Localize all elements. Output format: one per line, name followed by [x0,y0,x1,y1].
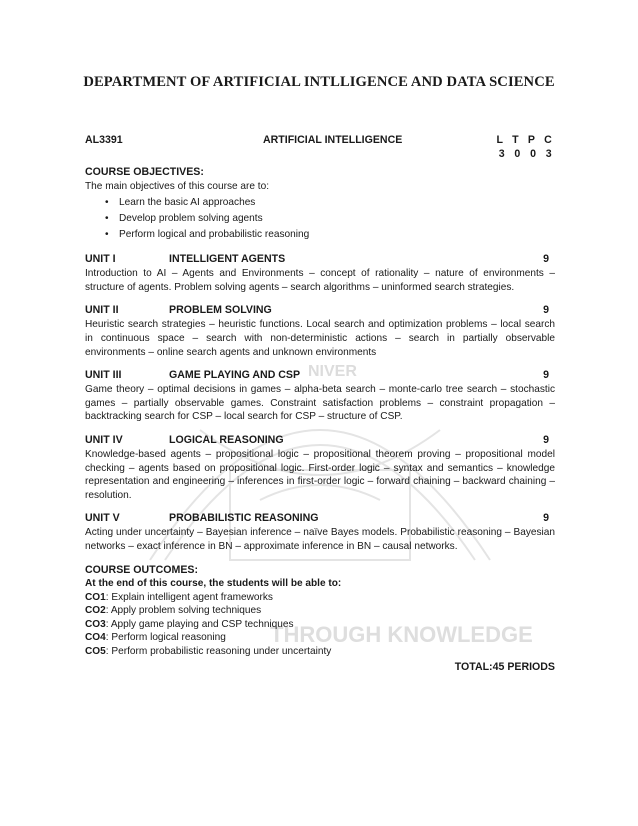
objective-text: Develop problem solving agents [119,213,263,225]
unit-heading [85,434,555,448]
objective-item [85,227,555,243]
bullet-icon: • [105,229,109,241]
outcome-text: : Apply game playing and CSP techniques [105,618,294,630]
unit-heading [85,253,555,267]
unit-body: Introduction to AI – Agents and Environments – concept of rationality – nature of environments – structure of agents. Problem solving agents – search algorithms – uninformed search strategies. [85,268,555,293]
total-periods: TOTAL:45 PERIODS [454,660,555,673]
objective-text: Perform logical and probabilistic reasoning [119,229,310,241]
outcome-code: CO4 [85,632,106,644]
outcome-item [85,618,555,632]
objective-item [85,211,555,227]
unit-hours: 9 [543,369,549,382]
outcome-item [85,591,555,605]
unit-title: GAME PLAYING AND CSP [169,369,301,382]
objective-text: Learn the basic AI approaches [119,197,256,209]
unit-body: Game theory – optimal decisions in games – alpha-beta search – monte-carlo tree search – stochastic games – partially observable games. Constraint satisfaction problems – constraint propagation – backtracking search for CSP – local search for CSP – structure of CSP. [85,384,555,423]
outcome-text: : Perform probabilistic reasoning under uncertainty [105,646,332,658]
unit-section [85,304,555,359]
unit-section [85,369,555,424]
unit-label: UNIT III [85,369,122,382]
unit-label: UNIT IV [85,433,123,446]
outcome-text: : Apply problem solving techniques [105,605,262,617]
department-title: DEPARTMENT OF ARTIFICIAL INTLLIGENCE AND DATA SCIENCE [83,74,555,90]
watermark-top-text: NIVER [308,363,357,380]
objectives-list [85,195,555,243]
ltpc-header: L T P C [496,134,555,146]
outcome-code: CO2 [85,605,106,617]
objective-item [85,195,555,211]
unit-section [85,434,555,502]
outcome-item [85,604,555,618]
unit-body: Knowledge-based agents – propositional logic – propositional theorem proving – propositional model checking – agents based on propositional logic. First-order logic – syntax and semantics – knowledge representation and engineering – inferences in first-order logic – forward chaining – backward chaining – resolution. [85,448,555,501]
outcome-text: : Explain intelligent agent frameworks [105,591,273,603]
unit-heading [85,369,555,383]
unit-title: INTELLIGENT AGENTS [169,253,286,266]
unit-heading [85,304,555,318]
unit-section [85,253,555,294]
syllabus-document [85,134,555,674]
objectives-intro: The main objectives of this course are to: [85,180,270,192]
watermark-motto-text: THROUGH KNOWLEDGE [270,622,533,647]
ltpc-values: 3 0 0 3 [498,148,555,160]
course-title: ARTIFICIAL INTELLIGENCE [263,134,403,146]
unit-heading [85,512,555,526]
unit-body: Heuristic search strategies – heuristic functions. Local search and optimization problems – local search in continuous space – search with non-deterministic actions – search in partially observable environments – online search agents and unknown environments [85,319,555,358]
unit-title: PROBABILISTIC REASONING [169,512,319,525]
unit-section [85,512,555,553]
unit-title: LOGICAL REASONING [169,433,284,446]
outcome-code: CO1 [85,591,106,603]
unit-hours: 9 [543,433,549,446]
objectives-heading: COURSE OBJECTIVES: [85,166,204,178]
course-header-row [85,134,555,148]
bullet-icon: • [105,213,109,225]
outcome-item [85,645,555,659]
unit-body: Acting under uncertainty – Bayesian inference – naïve Bayes models. Probabilistic reasoning – Bayesian networks – exact inference in BN – approximate inference in BN – causal networks. [85,527,555,552]
unit-title: PROBLEM SOLVING [169,304,272,317]
outcome-code: CO3 [85,618,106,630]
outcomes-section [85,564,555,675]
unit-hours: 9 [543,512,549,525]
unit-hours: 9 [543,304,549,317]
outcome-code: CO5 [85,646,106,658]
outcome-text: : Perform logical reasoning [105,632,226,644]
unit-label: UNIT II [85,304,119,317]
course-code: AL3391 [85,134,123,146]
outcomes-intro: At the end of this course, the students will be able to: [85,578,342,590]
unit-label: UNIT V [85,512,120,525]
bullet-icon: • [105,197,109,209]
unit-hours: 9 [543,253,549,266]
outcome-item [85,631,555,645]
unit-label: UNIT I [85,253,116,266]
outcomes-heading: COURSE OUTCOMES: [85,563,199,576]
